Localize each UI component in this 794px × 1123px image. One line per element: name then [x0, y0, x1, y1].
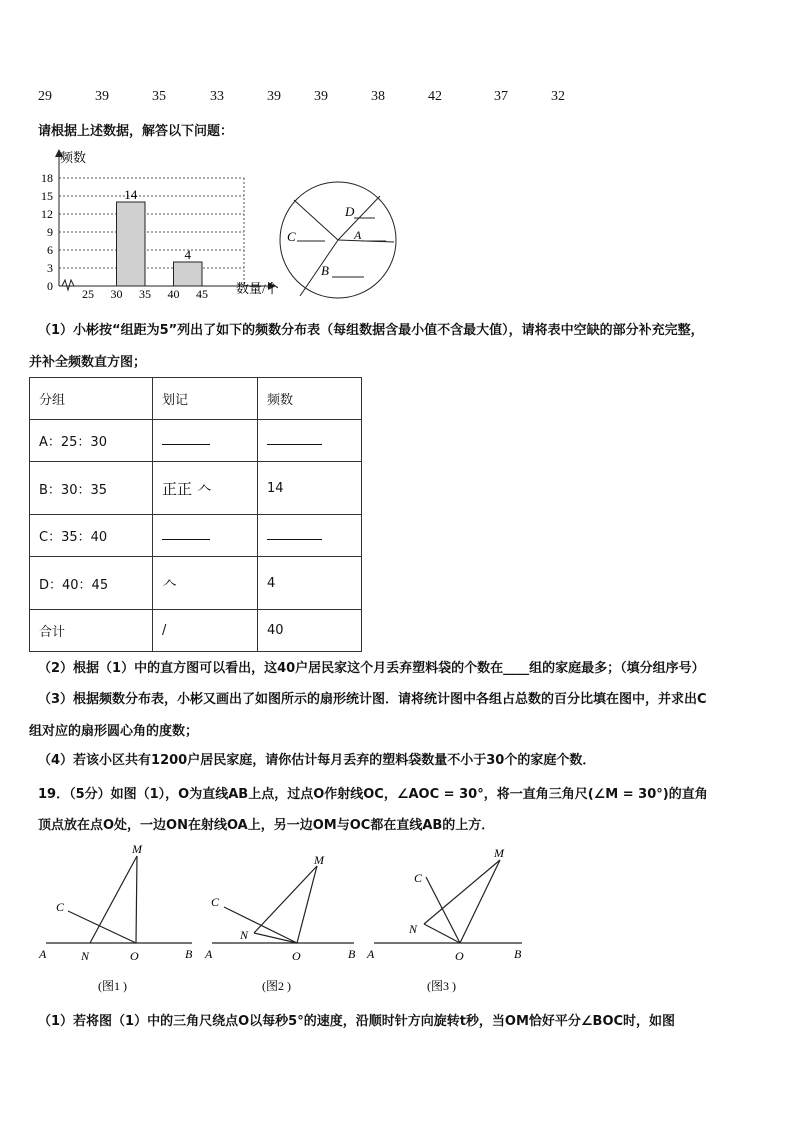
x-tick-label: 40: [167, 287, 180, 300]
table-cell-tally: 正正 𠆢: [153, 462, 258, 515]
label-b: B: [185, 947, 193, 961]
frequency-table: [29, 377, 362, 652]
freq-blank: [267, 527, 322, 540]
pie-label-c: C: [287, 229, 296, 244]
label-a: A: [367, 947, 375, 961]
table-cell-tally: /: [153, 610, 258, 652]
table-cell-group: 合计: [30, 610, 153, 652]
label-o: O: [455, 949, 464, 963]
y-tick-label: 3: [47, 261, 53, 275]
table-cell-freq: 40: [258, 610, 362, 652]
histogram-ylabel: 频数: [60, 150, 87, 165]
y-tick-label: 9: [47, 225, 53, 239]
tally-blank: [162, 432, 210, 445]
figure-caption-3: (图3 ): [427, 979, 456, 993]
pie-radius: [300, 240, 338, 296]
data-value: 42: [428, 89, 442, 104]
table-row: [30, 515, 362, 557]
label-m: M: [494, 846, 504, 860]
figure-caption-1: (图1 ): [98, 979, 127, 993]
label-m: M: [132, 842, 142, 856]
label-o: O: [130, 949, 139, 963]
table-cell-freq: [258, 420, 362, 462]
q2-text: （2）根据（1）中的直方图可以看出，这40户居民家这个月丢弃塑料袋的个数在____组的家庭最多；（填分组序号）: [38, 661, 705, 676]
histogram-bar: [117, 202, 146, 286]
table-header-row: [30, 378, 362, 420]
data-value: 37: [494, 89, 508, 104]
x-tick-label: 30: [110, 287, 123, 300]
x-tick-label: 35: [139, 287, 151, 300]
label-b: B: [348, 947, 356, 961]
table-cell-tally: 𠆢: [153, 557, 258, 610]
q3-text-line1: （3）根据频数分布表，小彬又画出了如图所示的扇形统计图．请将统计图中各组占总数的百分比填在图中，并求出C: [38, 692, 707, 707]
problem-19-q1: （1）若将图（1）中的三角尺绕点O以每秒5°的速度，沿顺时针方向旋转t秒，当OM恰好平分∠BOC时，如图: [38, 1014, 676, 1029]
x-tick-label: 45: [196, 287, 208, 300]
y-tick-label: 12: [41, 207, 53, 221]
table-header-cell: 划记: [153, 378, 258, 420]
label-b: B: [514, 947, 522, 961]
label-a: A: [205, 947, 213, 961]
data-value: 38: [371, 89, 385, 104]
problem-19-line2: 顶点放在点O处，一边ON在射线OA上，另一边OM与OC都在直线AB的上方．: [38, 818, 495, 833]
problem-19-line1: 19．（5分）如图（1），O为直线AB上点，过点O作射线OC，∠AOC = 30°，将一直角三角尺(∠M = 30°)的直角: [38, 787, 708, 802]
table-cell-freq: [258, 515, 362, 557]
figure-caption-2: (图2 ): [262, 979, 291, 993]
data-value: 39: [314, 89, 328, 104]
histogram-gridlines: [59, 178, 244, 286]
frequency-histogram: [30, 145, 295, 300]
histogram-bar: [174, 262, 203, 286]
label-a: A: [39, 947, 47, 961]
table-cell-tally: [153, 515, 258, 557]
data-value-row: [0, 89, 794, 107]
table-cell-group: C：35：40: [30, 515, 153, 557]
figure-1: [38, 842, 193, 993]
label-n: N: [240, 928, 249, 942]
table-total-row: [30, 610, 362, 652]
y-tick-label: 0: [47, 279, 53, 293]
table-cell-group: B：30：35: [30, 462, 153, 515]
data-value: 32: [551, 89, 565, 104]
freq-blank: [267, 432, 322, 445]
table-cell-freq: 14: [258, 462, 362, 515]
x-tick-label: 25: [82, 287, 94, 300]
geometry-figures: [30, 840, 530, 1000]
data-value: 29: [38, 89, 52, 104]
q3-text-line2: 组对应的扇形圆心角的度数；: [29, 724, 199, 739]
label-n: N: [81, 949, 90, 963]
axis-break-mark: [62, 280, 74, 290]
data-value: 35: [152, 89, 166, 104]
table-cell-tally: [153, 420, 258, 462]
q1-text-line2: 并补全频数直方图；: [29, 355, 147, 370]
pie-label-a: A: [354, 228, 362, 242]
pie-radius: [294, 200, 338, 240]
label-o: O: [292, 949, 301, 963]
pie-label-b: B: [321, 263, 329, 278]
pie-chart: [276, 178, 401, 303]
pie-label-d: D: [345, 204, 355, 219]
table-header-cell: 频数: [258, 378, 362, 420]
q4-text: （4）若该小区共有1200户居民家庭，请你估计每月丢弃的塑料袋数量不小于30个的家庭个数．: [38, 753, 596, 768]
label-c: C: [211, 895, 220, 909]
bar-data-label: 4: [184, 247, 191, 262]
table-header-cell: 分组: [30, 378, 153, 420]
figure-3: [366, 846, 522, 993]
y-tick-label: 15: [41, 189, 53, 203]
label-c: C: [414, 871, 423, 885]
table-cell-group: D：40：45: [30, 557, 153, 610]
bar-data-label: 14: [124, 187, 138, 202]
table-cell-freq: 4: [258, 557, 362, 610]
table-row: [30, 557, 362, 610]
y-tick-label: 18: [41, 171, 53, 185]
histogram-xlabel: 数量/个: [236, 281, 279, 296]
table-row: [30, 462, 362, 515]
data-value: 39: [267, 89, 281, 104]
label-m: M: [314, 853, 324, 867]
data-value: 39: [95, 89, 109, 104]
data-value: 33: [210, 89, 224, 104]
y-tick-label: 6: [47, 243, 53, 257]
question-prompt: 请根据上述数据，解答以下问题：: [38, 124, 234, 139]
table-cell-group: A：25：30: [30, 420, 153, 462]
table-row: [30, 420, 362, 462]
q1-text-line1: （1）小彬按“组距为5”列出了如下的频数分布表（每组数据含最小值不含最大值），请将表中空缺的部分补充完整，: [38, 323, 704, 338]
figure-2: [204, 853, 356, 993]
label-n: N: [409, 922, 418, 936]
tally-blank: [162, 527, 210, 540]
label-c: C: [56, 900, 65, 914]
